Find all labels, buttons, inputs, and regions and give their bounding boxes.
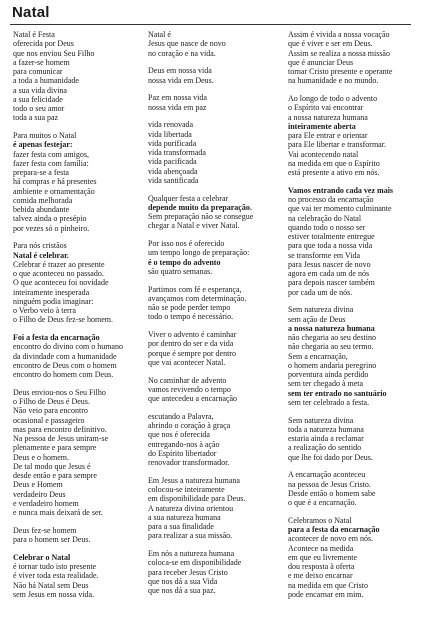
verse-line: a toda a humanidade <box>13 76 79 86</box>
verse-line: prepara-se a festa <box>13 168 69 177</box>
verse-line: a sua felicidade <box>13 94 63 104</box>
verse-line: Foi a festa da encarnação <box>13 333 100 342</box>
verse-line: para Ele libertar e transformar. <box>288 140 386 150</box>
verse-line: é tornar tudo isto presente <box>13 562 97 571</box>
verse-line: abrindo o coração à graça <box>148 421 231 430</box>
verse-line: o homem andaria peregrino <box>288 360 377 370</box>
verse-line: Por isso nos é oferecido <box>148 239 225 248</box>
verse-line: não se pode perder tempo <box>148 303 231 312</box>
verse-line: mas para encontro definitivo. <box>13 424 107 434</box>
verse-line: vamos revivendo o tempo <box>148 384 231 394</box>
verse-line: renovador transformador. <box>148 458 230 467</box>
verse-line: Vamos entrando cada vez mais <box>288 185 394 195</box>
verse-line: Sem preparação não se consegue <box>148 212 254 221</box>
verse-line: encontro do homem com Deus. <box>13 370 114 379</box>
text-column-1 <box>13 30 147 608</box>
verse-line: porque é sempre por dentro <box>148 348 236 358</box>
verse-line: O que aconteceu foi novidade <box>13 278 109 288</box>
verse-line: Não há Natal sem Deus <box>13 580 89 590</box>
verse-line: agora em cada um de nós <box>288 269 370 278</box>
verse-line: Para nós cristãos <box>13 241 67 251</box>
verse-line: que lhe foi dado por Deus. <box>288 452 373 462</box>
verse-line: Na pessoa de Jesus uniram-se <box>13 434 109 443</box>
verse-line: sem ter entrado no santuário <box>288 388 387 398</box>
verse-line: sem ter celebrado a festa. <box>288 397 370 407</box>
verse-line: oferecida por Deus <box>13 39 74 49</box>
verse-line: Qualquer festa a celebrar <box>148 193 229 203</box>
verse-line: estiver totalmente entregue <box>288 232 375 241</box>
verse-line: para a sua finalidade <box>148 522 214 531</box>
stanza <box>13 553 147 599</box>
verse-line: todo o tempo é necessário. <box>148 312 234 322</box>
verse-line: para que toda a nossa vida <box>288 241 373 251</box>
stanza <box>148 476 278 541</box>
stanza <box>288 470 418 507</box>
text-column-3 <box>288 30 418 608</box>
verse-line: um tempo longo de preparação: <box>148 248 250 258</box>
verse-line: do Espírito libertador <box>148 448 217 458</box>
verse-line: por vezes só o pinheiro. <box>13 223 90 233</box>
verse-line: avançamos com determinação. <box>148 293 247 303</box>
verse-line: não chegaria ao seu destino <box>288 333 376 342</box>
verse-line: e verdadeiro homem <box>13 498 79 508</box>
verse-line: dou resposta à oferta <box>288 562 355 571</box>
stanza <box>13 333 147 379</box>
verse-line: é o tempo do advento <box>148 257 221 267</box>
verse-line: a realização do sentido <box>288 443 362 453</box>
verse-line: colocou-se inteiramente <box>148 485 225 494</box>
verse-line: para receber Jesus Cristo <box>148 567 228 577</box>
page-title: Natal <box>12 4 50 21</box>
verse-line: no processo da encarnação <box>288 195 374 204</box>
verse-line: e nunca mais deixará de ser. <box>13 508 103 517</box>
verse-line: para realizar a sua missão. <box>148 531 233 541</box>
verse-line: a sua natureza humana <box>148 512 221 522</box>
verse-line: em disponibilidade para Deus. <box>148 494 246 504</box>
stanza <box>148 120 278 185</box>
verse-line: Em nós a natureza humana <box>148 549 235 558</box>
verse-line: Viver o advento é caminhar <box>148 330 237 339</box>
verse-line: vida renovada <box>148 120 194 130</box>
verse-line: talvez ainda o presépio <box>13 214 87 224</box>
stanza <box>148 239 278 276</box>
verse-line: há compras e há presentes <box>13 177 97 187</box>
verse-line: na pessoa de Jesus Cristo. <box>288 479 371 489</box>
verse-line: a nossa natureza humana <box>288 112 368 122</box>
verse-line: que é anunciar Deus <box>288 57 354 67</box>
verse-line: vida abençoada <box>148 166 198 176</box>
stanza <box>288 186 418 297</box>
verse-line: que vai acontecer Natal. <box>148 357 226 367</box>
verse-line: acontecer de novo em nós. <box>288 534 374 544</box>
verse-line: Acontece na medida <box>288 543 354 553</box>
verse-line: para o homem ser Deus. <box>13 535 91 544</box>
verse-line: se transforme em Vida <box>288 250 361 260</box>
verse-line: Partimos com fé e esperança, <box>148 284 242 294</box>
verse-line: Deus fez-se homem <box>13 525 77 535</box>
stanza <box>288 416 418 462</box>
verse-line: bebida abundante <box>13 205 70 214</box>
verse-line: que antecedeu a encarnação <box>148 394 238 403</box>
verse-line: Sem a encarnação, <box>288 351 348 361</box>
verse-line: pode encarnar em mim. <box>288 589 364 599</box>
verse-line: são quatro semanas. <box>148 266 213 276</box>
verse-line: que nos dá a sua Vida <box>148 576 218 586</box>
verse-line: que vai ter momento culminante <box>288 204 392 214</box>
stanza <box>148 285 278 322</box>
verse-line: plenamente e para sempre <box>13 443 97 453</box>
verse-line: fazer festa com família: <box>13 158 89 168</box>
verse-line: Assim é vivida a nossa vocação <box>288 30 390 39</box>
verse-line: é apenas festejar: <box>13 140 73 150</box>
verse-line: verdadeiro Deus <box>13 489 66 499</box>
verse-line: na celebração do Natal <box>288 213 362 223</box>
stanza <box>288 516 418 599</box>
verse-line: Em Jesus a natureza humana <box>148 475 240 485</box>
verse-line: para comunicar <box>13 67 63 76</box>
stanza <box>148 549 278 595</box>
verse-line: vida libertada <box>148 129 192 139</box>
verse-line: a nossa natureza humana <box>288 323 375 333</box>
verse-line: ambiente e ornamentação <box>13 186 95 196</box>
verse-line: a sua vida divina <box>13 85 67 95</box>
verse-line: quando todo o nosso ser <box>288 222 366 232</box>
verse-line: para a festa da encarnação <box>288 525 380 534</box>
verse-line: Deus enviou-nos o Seu Filho <box>13 387 106 397</box>
verse-line: todo o seu amor <box>13 104 65 113</box>
verse-line: estaria ainda a reclamar <box>288 434 364 443</box>
verse-line: que é viver e ser em Deus. <box>288 39 373 49</box>
stanza <box>148 330 278 367</box>
verse-line: nossa vida em paz <box>148 102 207 112</box>
verse-line: ocasional e passageiro <box>13 415 85 425</box>
verse-line: a fazer-se homem <box>13 57 70 67</box>
verse-line: porventura ainda perdido <box>288 370 369 379</box>
stanza <box>288 30 418 86</box>
verse-line: que nos enviou Seu Filho <box>13 48 95 58</box>
verse-line: Sem natureza divina <box>288 305 354 315</box>
text-column-2 <box>148 30 278 604</box>
verse-line: por cada um de nós. <box>288 287 353 297</box>
verse-line: Jesus que nasce de novo <box>148 39 226 49</box>
verse-line: para Ele entrar e orientar <box>288 131 368 140</box>
stanza <box>13 30 147 123</box>
verse-line: que nos é oferecida <box>148 430 210 440</box>
verse-line: depende muito da preparação. <box>148 202 252 212</box>
verse-line: Paz em nossa vida <box>148 93 207 103</box>
verse-line: nossa vida em Deus. <box>148 75 214 85</box>
verse-line: não chegaria ao seu termo. <box>288 342 374 352</box>
verse-line: o que é a encarnação. <box>288 498 357 507</box>
verse-line: coloca-se em disponibilidade <box>148 558 242 568</box>
verse-line: De tal modo que Jesus é <box>13 461 91 471</box>
title-rule <box>10 24 411 25</box>
verse-line: ninguém podia imaginar: <box>13 296 94 306</box>
verse-line: o Filho de Deus é Deus. <box>13 397 90 406</box>
verse-line: em que eu livremente <box>288 552 358 562</box>
stanza <box>288 94 418 177</box>
verse-line: na humanidade e no mundo. <box>288 76 379 86</box>
verse-line: e me deixo encarnar <box>288 571 353 581</box>
stanza <box>288 305 418 407</box>
verse-line: Celebrar é trazer ao presente <box>13 259 105 269</box>
verse-line: chegar a Natal e viver Natal. <box>148 221 240 231</box>
verse-line: Deus e Homem <box>13 480 63 490</box>
verse-line: para Jesus nascer de novo <box>288 259 371 269</box>
stanza <box>148 93 278 112</box>
verse-line: para depois nascer também <box>288 278 375 288</box>
verse-line: Não veio para encontro <box>13 406 88 416</box>
verse-line: por dentro do ser e da vida <box>148 339 234 349</box>
stanza <box>148 412 278 468</box>
verse-line: A natureza divina orientou <box>148 503 234 513</box>
verse-line: sem ter chegado à meta <box>288 379 364 389</box>
verse-line: No caminhar de advento <box>148 375 227 385</box>
verse-line: vida santificada <box>148 175 199 185</box>
verse-line: Deus e o homem. <box>13 452 69 462</box>
stanza <box>148 376 278 404</box>
verse-line: vida pacificada <box>148 157 197 167</box>
verse-line: Para muitos o Natal <box>13 131 77 140</box>
verse-line: toda a natureza humana <box>288 424 364 434</box>
verse-line: Natal é Festa <box>13 30 55 39</box>
verse-line: inteiramente inesperada <box>13 287 90 297</box>
verse-line: o Espírito vai encontrar <box>288 103 364 113</box>
verse-line: inteiramente aberta <box>288 121 356 131</box>
verse-line: da divindade com a humanidade <box>13 351 117 361</box>
stanza <box>13 131 147 233</box>
verse-line: que nos dá a sua paz. <box>148 586 216 595</box>
verse-line: é viver toda esta realidade. <box>13 571 99 581</box>
verse-line: escutando a Palavra, <box>148 411 214 421</box>
verse-line: encontro do divino com o humano <box>13 342 123 352</box>
verse-line: A encarnação aconteceu <box>288 470 366 480</box>
stanza <box>13 526 147 545</box>
verse-line: Ao longo de todo o advento <box>288 94 378 103</box>
verse-line: na medida em que Cristo <box>288 580 368 590</box>
stanza <box>148 194 278 231</box>
verse-line: Celebramos o Natal <box>288 515 352 525</box>
verse-line: desde então e para sempre <box>13 471 97 480</box>
verse-line: Celebrar o Natal <box>13 552 71 562</box>
verse-line: tornar Cristo presente e operante <box>288 67 393 76</box>
verse-line: Natal é <box>148 30 171 39</box>
stanza <box>13 241 147 324</box>
verse-line: no coração e na vida. <box>148 48 216 58</box>
verse-line: Sem natureza divina <box>288 415 354 425</box>
verse-line: Natal é celebrar. <box>13 250 69 260</box>
verse-line: comida melhorada <box>13 195 73 205</box>
verse-line: fazer festa com amigos, <box>13 149 89 159</box>
verse-line: sem Jesus em nossa vida. <box>13 589 95 599</box>
verse-line: Deus em nossa vida <box>148 66 212 76</box>
verse-line: vida transformada <box>148 148 206 157</box>
stanza <box>13 388 147 518</box>
stanza <box>148 66 278 85</box>
verse-line: encontro de Deus com o homem <box>13 360 117 370</box>
verse-line: está presente a ativo em nós. <box>288 168 380 177</box>
verse-line: Vai acontecendo natal <box>288 149 359 159</box>
verse-line: Assim se realiza a nossa missão <box>288 48 390 58</box>
verse-line: na medida em que o Espírito <box>288 158 380 168</box>
verse-line: Desde então o homem sabe <box>288 488 376 498</box>
stanza <box>148 30 278 58</box>
verse-line: o Filho de Deus fez-se homem. <box>13 315 113 325</box>
verse-line: toda a sua paz <box>13 113 59 123</box>
verse-line: o que aconteceu no passado. <box>13 269 104 278</box>
verse-line: vida purificada <box>148 138 197 148</box>
verse-line: o Verbo veio à terra <box>13 306 76 315</box>
verse-line: entregando-nos à ação <box>148 439 220 449</box>
verse-line: sem ação de Deus <box>288 314 346 324</box>
